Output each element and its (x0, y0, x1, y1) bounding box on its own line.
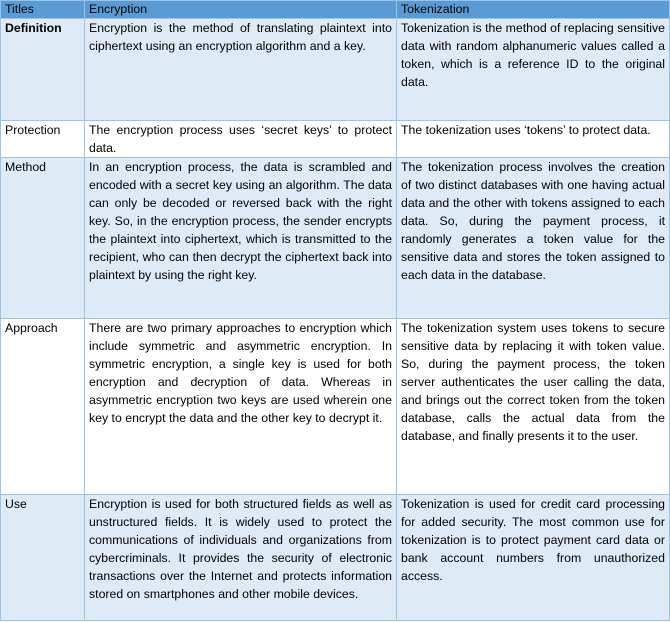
header-titles: Titles (1, 1, 85, 19)
encryption-cell: There are two primary approaches to encryption which include symmetric and asymmetric encryption. In symmetric encryption, a single key is used for both encryption and decryption of data. Whereas in asymmetric encryption two keys are used wherein one key to encrypt the data and the other key to decrypt it. (85, 319, 397, 495)
encryption-cell: Encryption is used for both structured fields as well as unstructured fields. It is widely used to protect the communications of individuals and organizations from cybercriminals. It provides the security of electronic transactions over the Internet and protects information stored on smartphones and other mobile devices. (85, 495, 397, 621)
table-row-approach (1, 319, 670, 495)
tokenization-cell: Tokenization is the method of replacing sensitive data with random alphanumeric values called a token, which is a reference ID to the original data. (397, 19, 670, 121)
tokenization-cell: The tokenization process involves the creation of two distinct databases with one having actual data and the other with tokens assigned to each data. So, during the payment process, it randomly generates a token value for the sensitive data and stores the token assigned to each data in the database. (397, 158, 670, 319)
row-title: Use (1, 495, 85, 621)
table-row-protection (1, 121, 670, 158)
row-title: Definition (1, 19, 85, 121)
table-row-method (1, 158, 670, 319)
encryption-cell: Encryption is the method of translating plaintext into ciphertext using an encryption algorithm and a key. (85, 19, 397, 121)
encryption-cell: In an encryption process, the data is scrambled and encoded with a secret key using an algorithm. The data can only be decoded or reversed back with the right key. So, in the encryption process, the sender encrypts the plaintext into ciphertext, which is transmitted to the recipient, who can then decrypt the ciphertext back into plaintext by using the right key. (85, 158, 397, 319)
header-row (1, 1, 670, 19)
row-title: Method (1, 158, 85, 319)
tokenization-cell: The tokenization uses ‘tokens’ to protect data. (397, 121, 670, 158)
row-title: Protection (1, 121, 85, 158)
tokenization-cell: The tokenization system uses tokens to secure sensitive data by replacing it with token value. So, during the payment process, the token server authenticates the user calling the data, and brings out the correct token from the token database, calls the actual data from the database, and finally presents it to the user. (397, 319, 670, 495)
table-row-definition (1, 19, 670, 121)
encryption-cell: The encryption process uses ‘secret keys’ to protect data. (85, 121, 397, 158)
header-encryption: Encryption (85, 1, 397, 19)
tokenization-cell: Tokenization is used for credit card processing for added security. The most common use for tokenization is to protect payment card data or bank account numbers from unauthorized access. (397, 495, 670, 621)
header-tokenization: Tokenization (397, 1, 670, 19)
table-row-use (1, 495, 670, 621)
row-title: Approach (1, 319, 85, 495)
